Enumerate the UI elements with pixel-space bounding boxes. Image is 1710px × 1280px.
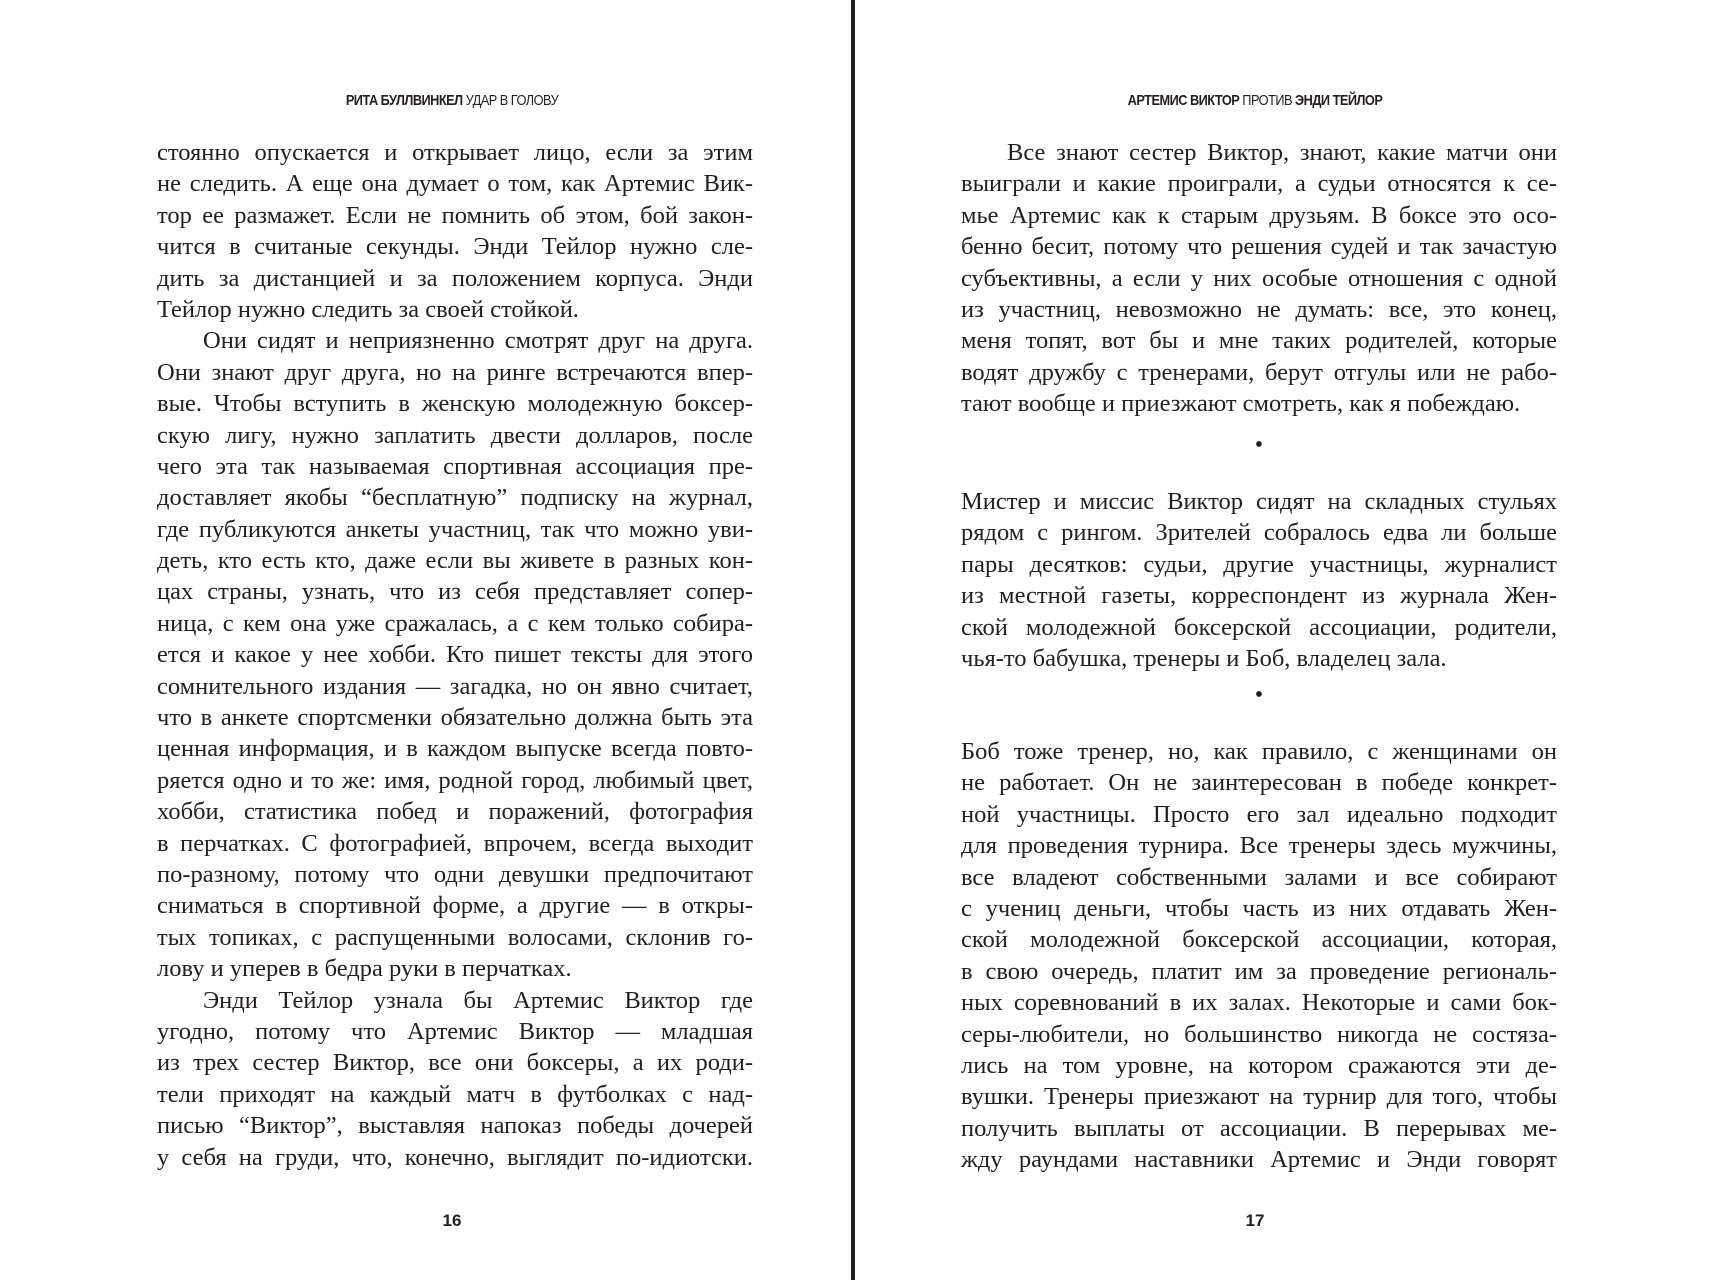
text-line: вые. Чтобы вступить в женскую молодежную боксер-: [157, 390, 753, 418]
right-page-section-3: [961, 736, 1557, 1175]
text-line: для проведения турнира. Все тренеры здесь мужчины,: [961, 832, 1557, 860]
text-line: угодно, потому что Артемис Виктор — младшая: [157, 1017, 753, 1045]
text-line: из местной газеты, корреспондент из журнала Жен-: [961, 582, 1557, 610]
right-page-section-1: [961, 137, 1557, 420]
text-line: стоянно опускается и открывает лицо, если за этим: [157, 139, 753, 166]
text-line: рядом с рингом. Зрителей собралось едва ли больше: [961, 519, 1557, 547]
text-line: ряется одно и то же: имя, родной город, любимый цвет,: [157, 766, 753, 794]
header-versus: ПРОТИВ: [1242, 92, 1293, 109]
text-line: где публикуются анкеты участниц, так что можно уви-: [157, 515, 753, 543]
text-line: из трех сестер Виктор, все они боксеры, а их роди-: [157, 1049, 753, 1077]
text-line: тых топиках, с распущенными волосами, склонив го-: [157, 923, 753, 951]
header-name-1: АРТЕМИС ВИКТОР: [1127, 92, 1240, 109]
text-line: по-разному, потому что одни девушки предпочитают: [157, 860, 753, 888]
book-spine-divider: [851, 0, 855, 1280]
paragraph: [157, 985, 753, 1173]
text-line: меня топят, вот бы и мне таких родителей, которые: [961, 327, 1557, 355]
text-line: доставляет якобы “бесплатную” подписку на журнал,: [157, 484, 753, 512]
header-author: РИТА БУЛЛВИНКЕЛ: [345, 92, 463, 109]
text-line: дить за дистанцией и за положением корпуса. Энди: [157, 264, 753, 292]
text-line: хобби, статистика побед и поражений, фотография: [157, 798, 753, 826]
text-line: ных соревнований в их залах. Некоторые и сами бок-: [961, 989, 1557, 1017]
left-page-number: 16: [442, 1211, 462, 1230]
header-name-2: ЭНДИ ТЕЙЛОР: [1295, 92, 1383, 109]
text-line: Тейлор нужно следить за своей стойкой.: [157, 295, 579, 323]
text-line: Все знают сестер Виктор, знают, какие матчи они: [1007, 139, 1557, 166]
text-line: лову и уперев в бедра руки в перчатках.: [157, 955, 572, 983]
text-line: у себя на груди, что, конечно, выглядит по-идиотски.: [157, 1143, 753, 1171]
text-line: серы-любители, но большинство никогда не состяза-: [961, 1020, 1557, 1048]
left-running-header: [197, 92, 707, 109]
text-line: цах страны, узнать, что из себя представляет сопер-: [157, 578, 753, 606]
text-line: тели приходят на каждый матч в футболках с над-: [157, 1080, 753, 1108]
text-line: Энди Тейлор узнала бы Артемис Виктор где: [203, 986, 753, 1014]
text-line: получить выплаты от ассоциации. В перерывах ме-: [961, 1114, 1557, 1142]
right-running-header: [1000, 92, 1510, 109]
text-line: скую лигу, нужно заплатить двести долларов, после: [157, 421, 753, 449]
text-line: деть, кто есть кто, даже если вы живете в разных кон-: [157, 547, 753, 575]
text-line: мье Артемис как к старым друзьям. В боксе это осо-: [961, 201, 1557, 229]
text-line: что в анкете спортсменки обязательно должна быть эта: [157, 704, 753, 732]
text-line: ской молодежной боксерской ассоциации, которая,: [961, 926, 1557, 954]
text-line: тор ее размажет. Если не помнить об этом, бой закон-: [157, 201, 753, 229]
text-line: из участниц, невозможно не думать: все, это конец,: [961, 295, 1557, 323]
left-page-body: [157, 137, 753, 1173]
text-line: ной участницы. Просто его зал идеально подходит: [961, 800, 1557, 828]
text-line: вушки. Тренеры приезжают на турнир для того, чтобы: [961, 1083, 1557, 1111]
section-separator-2: •: [1254, 682, 1264, 708]
text-line: чего эта так называемая спортивная ассоциация пре-: [157, 452, 753, 480]
section-separator-1: •: [1254, 432, 1264, 458]
text-line: чья-то бабушка, тренеры и Боб, владелец зала.: [961, 644, 1447, 672]
text-line: лись на том уровне, на котором сражаются эти де-: [961, 1051, 1557, 1079]
text-line: Мистер и миссис Виктор сидят на складных стульях: [961, 488, 1557, 515]
paragraph: [157, 325, 753, 984]
text-line: не работает. Он не заинтересован в победе конкрет-: [961, 769, 1557, 797]
text-line: ценная информация, и в каждом выпуске всегда повто-: [157, 735, 753, 763]
text-line: тают вообще и приезжают смотреть, как я побеждаю.: [961, 390, 1521, 418]
text-line: ской молодежной боксерской ассоциации, родители,: [961, 613, 1557, 641]
text-line: не следить. А еще она думает о том, как Артемис Вик-: [157, 170, 753, 198]
text-line: Они сидят и неприязненно смотрят друг на друга.: [203, 327, 753, 355]
text-line: Они знают друг друга, но на ринге встречаются впер-: [157, 358, 753, 386]
text-line: писью “Виктор”, выставляя напоказ победы дочерей: [157, 1112, 753, 1140]
text-line: сниматься в спортивной форме, а другие — в откры-: [157, 892, 753, 920]
text-line: сомнительного издания — загадка, но он явно считает,: [157, 672, 753, 700]
text-line: пары десятков: судьи, другие участницы, журналист: [961, 550, 1557, 578]
text-line: субъективны, а если у них особые отношения с одной: [961, 264, 1557, 292]
paragraph: [157, 137, 753, 325]
text-line: ется и какое у нее хобби. Кто пишет тексты для этого: [157, 641, 753, 669]
right-page-section-2: [961, 486, 1557, 674]
text-line: выиграли и какие проиграли, а судьи относятся к се-: [961, 170, 1557, 198]
header-title: УДАР В ГОЛОВУ: [465, 92, 559, 109]
text-line: ница, с кем она уже сражалась, а с кем только собира-: [157, 609, 753, 637]
text-line: с учениц деньги, чтобы часть из них отдавать Жен-: [961, 894, 1557, 922]
text-line: Боб тоже тренер, но, как правило, с женщинами он: [961, 738, 1557, 765]
text-line: водят дружбу с тренерами, берут отгулы или не рабо-: [961, 358, 1557, 386]
text-line: все владеют собственными залами и все собирают: [961, 863, 1557, 891]
text-line: в перчатках. С фотографией, впрочем, всегда выходит: [157, 829, 753, 857]
text-line: жду раундами наставники Артемис и Энди говорят: [961, 1146, 1557, 1174]
text-line: чится в считаные секунды. Энди Тейлор нужно сле-: [157, 233, 753, 261]
text-line: в свою очередь, платит им за проведение региональ-: [961, 957, 1557, 985]
right-page-number: 17: [1245, 1211, 1265, 1230]
text-line: бенно бесит, потому что решения судей и так зачастую: [961, 233, 1557, 261]
